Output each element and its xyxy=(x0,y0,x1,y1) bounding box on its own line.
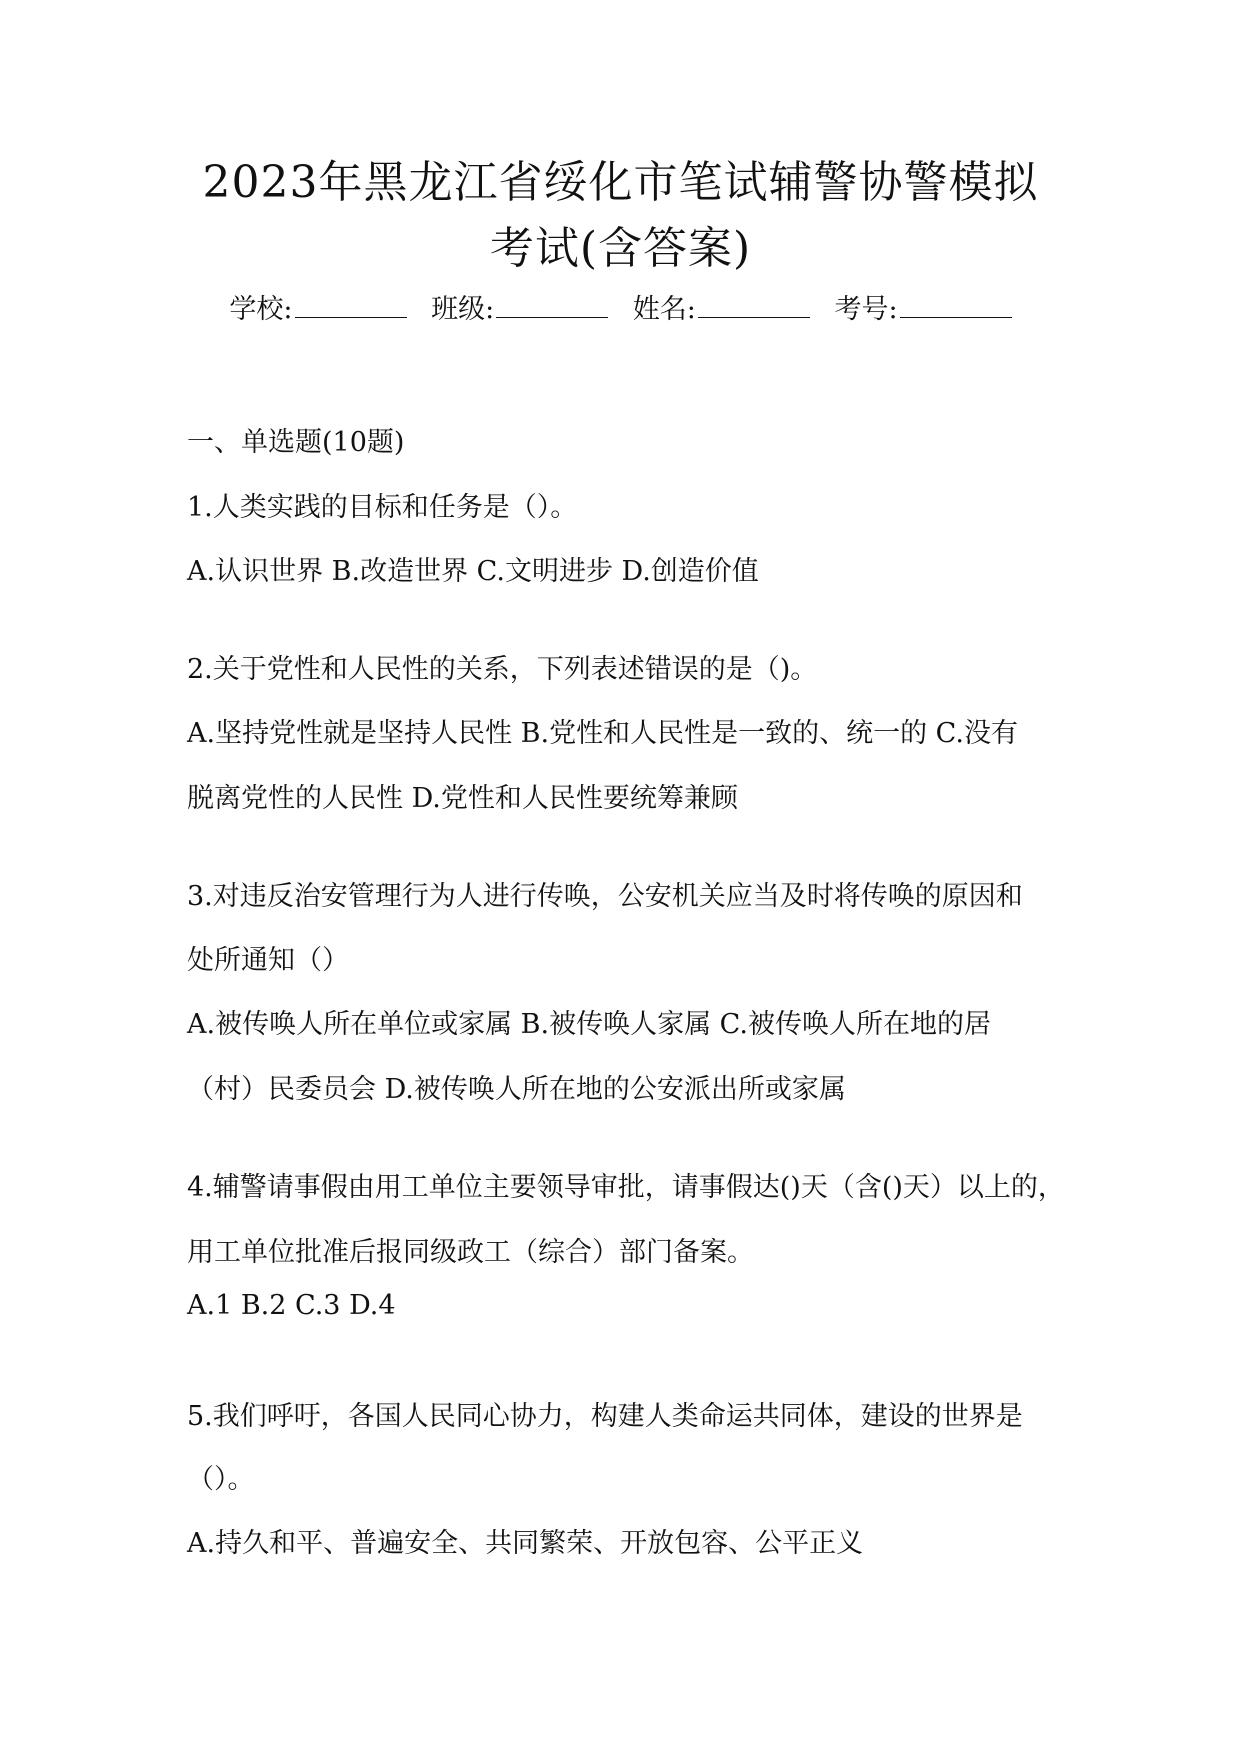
question-5-stem-line-1: 5.我们呼吁，各国人民同心协力，构建人类命运共同体，建设的世界是 xyxy=(187,1401,1023,1432)
question-3-stem-line-1: 3.对违反治安管理行为人进行传唤，公安机关应当及时将传唤的原因和 xyxy=(187,881,1023,912)
question-5-option-a: A.持久和平、普遍安全、共同繁荣、开放包容、公平正义 xyxy=(187,1528,864,1559)
document-title-line-2: 考试(含答案) xyxy=(489,223,752,274)
question-4-stem-line-2: 用工单位批准后报同级政工（综合）部门备案。 xyxy=(187,1237,754,1268)
question-3-options-line-1: A.被传唤人所在单位或家属 B.被传唤人家属 C.被传唤人所在地的居 xyxy=(187,1009,991,1040)
name-blank xyxy=(698,291,810,318)
question-4-options: A.1 B.2 C.3 D.4 xyxy=(187,1290,396,1321)
name-label: 姓名: xyxy=(632,294,696,325)
question-4-stem-line-1: 4.辅警请事假由用工单位主要领导审批，请事假达()天（含()天）以上的， xyxy=(187,1172,1065,1203)
question-2-options-line-2: 脱离党性的人民性 D.党性和人民性要统筹兼顾 xyxy=(187,783,738,814)
question-5-stem-line-2: （）。 xyxy=(187,1464,255,1495)
school-field xyxy=(229,290,406,330)
class-label: 班级: xyxy=(431,294,495,325)
class-blank xyxy=(496,291,608,318)
question-2-stem: 2.关于党性和人民性的关系，下列表述错误的是（)。 xyxy=(187,654,818,685)
school-label: 学校: xyxy=(229,294,293,325)
exam-number-field xyxy=(835,290,1012,330)
school-blank xyxy=(295,291,407,318)
exam-number-blank xyxy=(900,291,1012,318)
document-title-line-1: 2023年黑龙江省绥化市笔试辅警协警模拟 xyxy=(202,157,1039,208)
class-field xyxy=(431,290,608,330)
exam-number-label: 考号: xyxy=(834,294,898,325)
student-info-fields xyxy=(0,290,1241,330)
name-field xyxy=(633,290,810,330)
question-2-options-line-1: A.坚持党性就是坚持人民性 B.党性和人民性是一致的、统一的 C.没有 xyxy=(187,718,1018,749)
section-heading: 一、单选题(10题) xyxy=(187,427,405,458)
question-3-stem-line-2: 处所通知（） xyxy=(187,945,349,976)
question-1-stem: 1.人类实践的目标和任务是（）。 xyxy=(187,492,578,523)
question-3-options-line-2: （村）民委员会 D.被传唤人所在地的公安派出所或家属 xyxy=(187,1074,846,1105)
question-1-options: A.认识世界 B.改造世界 C.文明进步 D.创造价值 xyxy=(187,556,759,587)
